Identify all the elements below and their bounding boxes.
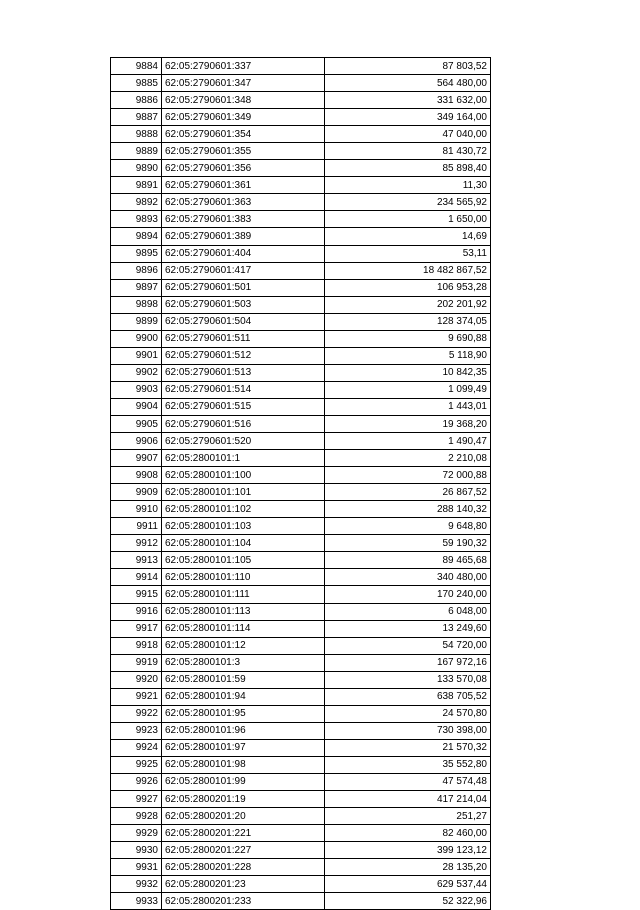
row-number-cell: 9898 bbox=[111, 296, 162, 313]
table-row bbox=[111, 722, 491, 739]
row-number-cell: 9912 bbox=[111, 535, 162, 552]
table-row bbox=[111, 109, 491, 126]
row-number-cell: 9918 bbox=[111, 637, 162, 654]
row-number-cell: 9914 bbox=[111, 569, 162, 586]
cadastral-value-cell: 170 240,00 bbox=[325, 586, 491, 603]
cadastral-value-cell: 1 443,01 bbox=[325, 398, 491, 415]
cadastral-number-cell: 62:05:2790601:361 bbox=[162, 177, 325, 194]
cadastral-value-cell: 399 123,12 bbox=[325, 842, 491, 859]
cadastral-value-cell: 21 570,32 bbox=[325, 739, 491, 756]
cadastral-value-cell: 11,30 bbox=[325, 177, 491, 194]
cadastral-number-cell: 62:05:2800101:3 bbox=[162, 654, 325, 671]
cadastral-value-cell: 167 972,16 bbox=[325, 654, 491, 671]
cadastral-value-cell: 251,27 bbox=[325, 808, 491, 825]
cadastral-number-cell: 62:05:2800201:221 bbox=[162, 825, 325, 842]
row-number-cell: 9894 bbox=[111, 228, 162, 245]
row-number-cell: 9889 bbox=[111, 143, 162, 160]
cadastral-value-cell: 133 570,08 bbox=[325, 671, 491, 688]
table-row bbox=[111, 705, 491, 722]
row-number-cell: 9929 bbox=[111, 825, 162, 842]
cadastral-value-cell: 72 000,88 bbox=[325, 467, 491, 484]
cadastral-number-cell: 62:05:2800101:101 bbox=[162, 484, 325, 501]
cadastral-number-cell: 62:05:2800101:114 bbox=[162, 620, 325, 637]
cadastral-number-cell: 62:05:2790601:514 bbox=[162, 381, 325, 398]
table-row bbox=[111, 518, 491, 535]
cadastral-value-cell: 629 537,44 bbox=[325, 876, 491, 893]
cadastral-number-cell: 62:05:2800101:104 bbox=[162, 535, 325, 552]
table-row bbox=[111, 75, 491, 92]
cadastral-value-cell: 35 552,80 bbox=[325, 756, 491, 773]
cadastral-number-cell: 62:05:2790601:503 bbox=[162, 296, 325, 313]
table-row bbox=[111, 92, 491, 109]
table-row bbox=[111, 773, 491, 790]
cadastral-value-cell: 417 214,04 bbox=[325, 791, 491, 808]
table-row bbox=[111, 279, 491, 296]
row-number-cell: 9895 bbox=[111, 245, 162, 262]
cadastral-value-cell: 10 842,35 bbox=[325, 364, 491, 381]
row-number-cell: 9921 bbox=[111, 688, 162, 705]
cadastral-value-cell: 128 374,05 bbox=[325, 313, 491, 330]
cadastral-value-cell: 340 480,00 bbox=[325, 569, 491, 586]
cadastral-number-cell: 62:05:2800101:94 bbox=[162, 688, 325, 705]
row-number-cell: 9902 bbox=[111, 364, 162, 381]
cadastral-number-cell: 62:05:2790601:347 bbox=[162, 75, 325, 92]
table-row bbox=[111, 808, 491, 825]
cadastral-value-cell: 1 099,49 bbox=[325, 381, 491, 398]
row-number-cell: 9904 bbox=[111, 398, 162, 415]
cadastral-number-cell: 62:05:2790601:404 bbox=[162, 245, 325, 262]
cadastral-number-cell: 62:05:2790601:389 bbox=[162, 228, 325, 245]
row-number-cell: 9892 bbox=[111, 194, 162, 211]
cadastral-number-cell: 62:05:2800101:113 bbox=[162, 603, 325, 620]
row-number-cell: 9906 bbox=[111, 433, 162, 450]
cadastral-number-cell: 62:05:2790601:513 bbox=[162, 364, 325, 381]
row-number-cell: 9910 bbox=[111, 501, 162, 518]
cadastral-number-cell: 62:05:2800101:110 bbox=[162, 569, 325, 586]
cadastral-number-cell: 62:05:2790601:501 bbox=[162, 279, 325, 296]
table-row bbox=[111, 160, 491, 177]
row-number-cell: 9926 bbox=[111, 773, 162, 790]
table-row bbox=[111, 791, 491, 808]
cadastral-value-cell: 89 465,68 bbox=[325, 552, 491, 569]
row-number-cell: 9900 bbox=[111, 330, 162, 347]
cadastral-number-cell: 62:05:2800201:19 bbox=[162, 791, 325, 808]
cadastral-number-cell: 62:05:2800101:103 bbox=[162, 518, 325, 535]
cadastral-number-cell: 62:05:2790601:512 bbox=[162, 347, 325, 364]
cadastral-number-cell: 62:05:2800101:111 bbox=[162, 586, 325, 603]
table-row bbox=[111, 143, 491, 160]
cadastral-value-cell: 638 705,52 bbox=[325, 688, 491, 705]
table-row bbox=[111, 688, 491, 705]
cadastral-number-cell: 62:05:2800101:98 bbox=[162, 756, 325, 773]
cadastral-value-cell: 19 368,20 bbox=[325, 415, 491, 432]
cadastral-value-cell: 331 632,00 bbox=[325, 92, 491, 109]
row-number-cell: 9932 bbox=[111, 876, 162, 893]
table-row bbox=[111, 450, 491, 467]
cadastral-value-cell: 202 201,92 bbox=[325, 296, 491, 313]
cadastral-number-cell: 62:05:2790601:356 bbox=[162, 160, 325, 177]
row-number-cell: 9933 bbox=[111, 893, 162, 910]
table-row bbox=[111, 586, 491, 603]
cadastral-value-cell: 18 482 867,52 bbox=[325, 262, 491, 279]
table-row bbox=[111, 552, 491, 569]
table-row bbox=[111, 603, 491, 620]
table-row bbox=[111, 398, 491, 415]
cadastral-value-table bbox=[110, 57, 491, 910]
cadastral-number-cell: 62:05:2800201:228 bbox=[162, 859, 325, 876]
row-number-cell: 9884 bbox=[111, 58, 162, 75]
cadastral-number-cell: 62:05:2790601:363 bbox=[162, 194, 325, 211]
cadastral-number-cell: 62:05:2800101:100 bbox=[162, 467, 325, 484]
cadastral-number-cell: 62:05:2790601:337 bbox=[162, 58, 325, 75]
cadastral-number-cell: 62:05:2800101:102 bbox=[162, 501, 325, 518]
table-body bbox=[111, 58, 491, 910]
cadastral-value-cell: 1 650,00 bbox=[325, 211, 491, 228]
cadastral-value-cell: 9 690,88 bbox=[325, 330, 491, 347]
table-row bbox=[111, 756, 491, 773]
row-number-cell: 9915 bbox=[111, 586, 162, 603]
cadastral-value-cell: 5 118,90 bbox=[325, 347, 491, 364]
cadastral-number-cell: 62:05:2800101:99 bbox=[162, 773, 325, 790]
cadastral-number-cell: 62:05:2790601:504 bbox=[162, 313, 325, 330]
table-row bbox=[111, 569, 491, 586]
table-row bbox=[111, 330, 491, 347]
row-number-cell: 9896 bbox=[111, 262, 162, 279]
cadastral-value-cell: 564 480,00 bbox=[325, 75, 491, 92]
row-number-cell: 9916 bbox=[111, 603, 162, 620]
cadastral-number-cell: 62:05:2790601:520 bbox=[162, 433, 325, 450]
table-row bbox=[111, 194, 491, 211]
cadastral-value-cell: 59 190,32 bbox=[325, 535, 491, 552]
row-number-cell: 9903 bbox=[111, 381, 162, 398]
table-row bbox=[111, 484, 491, 501]
cadastral-number-cell: 62:05:2790601:383 bbox=[162, 211, 325, 228]
table-row bbox=[111, 535, 491, 552]
table-row bbox=[111, 381, 491, 398]
table-row bbox=[111, 262, 491, 279]
row-number-cell: 9887 bbox=[111, 109, 162, 126]
cadastral-value-cell: 1 490,47 bbox=[325, 433, 491, 450]
table-row bbox=[111, 313, 491, 330]
cadastral-number-cell: 62:05:2790601:355 bbox=[162, 143, 325, 160]
table-row bbox=[111, 433, 491, 450]
cadastral-value-cell: 14,69 bbox=[325, 228, 491, 245]
table-row bbox=[111, 620, 491, 637]
cadastral-value-cell: 47 040,00 bbox=[325, 126, 491, 143]
row-number-cell: 9899 bbox=[111, 313, 162, 330]
table-row bbox=[111, 825, 491, 842]
row-number-cell: 9911 bbox=[111, 518, 162, 535]
cadastral-number-cell: 62:05:2800101:105 bbox=[162, 552, 325, 569]
row-number-cell: 9907 bbox=[111, 450, 162, 467]
cadastral-number-cell: 62:05:2790601:515 bbox=[162, 398, 325, 415]
cadastral-number-cell: 62:05:2800101:59 bbox=[162, 671, 325, 688]
row-number-cell: 9923 bbox=[111, 722, 162, 739]
row-number-cell: 9901 bbox=[111, 347, 162, 364]
table-row bbox=[111, 228, 491, 245]
cadastral-value-cell: 47 574,48 bbox=[325, 773, 491, 790]
cadastral-value-cell: 81 430,72 bbox=[325, 143, 491, 160]
cadastral-number-cell: 62:05:2790601:348 bbox=[162, 92, 325, 109]
row-number-cell: 9888 bbox=[111, 126, 162, 143]
table-row bbox=[111, 177, 491, 194]
table-row bbox=[111, 739, 491, 756]
cadastral-value-cell: 730 398,00 bbox=[325, 722, 491, 739]
row-number-cell: 9913 bbox=[111, 552, 162, 569]
table-row bbox=[111, 211, 491, 228]
cadastral-value-cell: 349 164,00 bbox=[325, 109, 491, 126]
table-row bbox=[111, 859, 491, 876]
table-row bbox=[111, 364, 491, 381]
row-number-cell: 9905 bbox=[111, 415, 162, 432]
cadastral-value-cell: 52 322,96 bbox=[325, 893, 491, 910]
cadastral-number-cell: 62:05:2800201:20 bbox=[162, 808, 325, 825]
cadastral-value-cell: 2 210,08 bbox=[325, 450, 491, 467]
row-number-cell: 9908 bbox=[111, 467, 162, 484]
cadastral-number-cell: 62:05:2800101:12 bbox=[162, 637, 325, 654]
row-number-cell: 9922 bbox=[111, 705, 162, 722]
table-row bbox=[111, 245, 491, 262]
cadastral-value-cell: 9 648,80 bbox=[325, 518, 491, 535]
cadastral-value-cell: 13 249,60 bbox=[325, 620, 491, 637]
cadastral-number-cell: 62:05:2790601:349 bbox=[162, 109, 325, 126]
row-number-cell: 9891 bbox=[111, 177, 162, 194]
cadastral-value-cell: 87 803,52 bbox=[325, 58, 491, 75]
row-number-cell: 9924 bbox=[111, 739, 162, 756]
table-row bbox=[111, 296, 491, 313]
table-row bbox=[111, 893, 491, 910]
table-row bbox=[111, 467, 491, 484]
row-number-cell: 9925 bbox=[111, 756, 162, 773]
cadastral-number-cell: 62:05:2800201:233 bbox=[162, 893, 325, 910]
table-row bbox=[111, 347, 491, 364]
cadastral-number-cell: 62:05:2800101:97 bbox=[162, 739, 325, 756]
row-number-cell: 9919 bbox=[111, 654, 162, 671]
table-row bbox=[111, 58, 491, 75]
cadastral-number-cell: 62:05:2790601:354 bbox=[162, 126, 325, 143]
cadastral-value-cell: 53,11 bbox=[325, 245, 491, 262]
row-number-cell: 9890 bbox=[111, 160, 162, 177]
table-row bbox=[111, 876, 491, 893]
cadastral-number-cell: 62:05:2790601:417 bbox=[162, 262, 325, 279]
cadastral-value-cell: 85 898,40 bbox=[325, 160, 491, 177]
cadastral-value-cell: 54 720,00 bbox=[325, 637, 491, 654]
cadastral-number-cell: 62:05:2800101:95 bbox=[162, 705, 325, 722]
cadastral-value-cell: 24 570,80 bbox=[325, 705, 491, 722]
cadastral-number-cell: 62:05:2790601:511 bbox=[162, 330, 325, 347]
row-number-cell: 9886 bbox=[111, 92, 162, 109]
table-row bbox=[111, 126, 491, 143]
cadastral-number-cell: 62:05:2800201:23 bbox=[162, 876, 325, 893]
cadastral-value-cell: 234 565,92 bbox=[325, 194, 491, 211]
row-number-cell: 9917 bbox=[111, 620, 162, 637]
table-row bbox=[111, 501, 491, 518]
cadastral-value-cell: 288 140,32 bbox=[325, 501, 491, 518]
cadastral-number-cell: 62:05:2800101:96 bbox=[162, 722, 325, 739]
row-number-cell: 9920 bbox=[111, 671, 162, 688]
table-row bbox=[111, 842, 491, 859]
row-number-cell: 9893 bbox=[111, 211, 162, 228]
table-row bbox=[111, 637, 491, 654]
cadastral-number-cell: 62:05:2790601:516 bbox=[162, 415, 325, 432]
row-number-cell: 9931 bbox=[111, 859, 162, 876]
table-row bbox=[111, 415, 491, 432]
row-number-cell: 9885 bbox=[111, 75, 162, 92]
cadastral-value-cell: 82 460,00 bbox=[325, 825, 491, 842]
cadastral-value-cell: 26 867,52 bbox=[325, 484, 491, 501]
cadastral-number-cell: 62:05:2800101:1 bbox=[162, 450, 325, 467]
row-number-cell: 9909 bbox=[111, 484, 162, 501]
table-row bbox=[111, 654, 491, 671]
cadastral-value-cell: 28 135,20 bbox=[325, 859, 491, 876]
row-number-cell: 9930 bbox=[111, 842, 162, 859]
cadastral-number-cell: 62:05:2800201:227 bbox=[162, 842, 325, 859]
cadastral-value-cell: 6 048,00 bbox=[325, 603, 491, 620]
row-number-cell: 9928 bbox=[111, 808, 162, 825]
row-number-cell: 9927 bbox=[111, 791, 162, 808]
cadastral-value-cell: 106 953,28 bbox=[325, 279, 491, 296]
row-number-cell: 9897 bbox=[111, 279, 162, 296]
table-row bbox=[111, 671, 491, 688]
